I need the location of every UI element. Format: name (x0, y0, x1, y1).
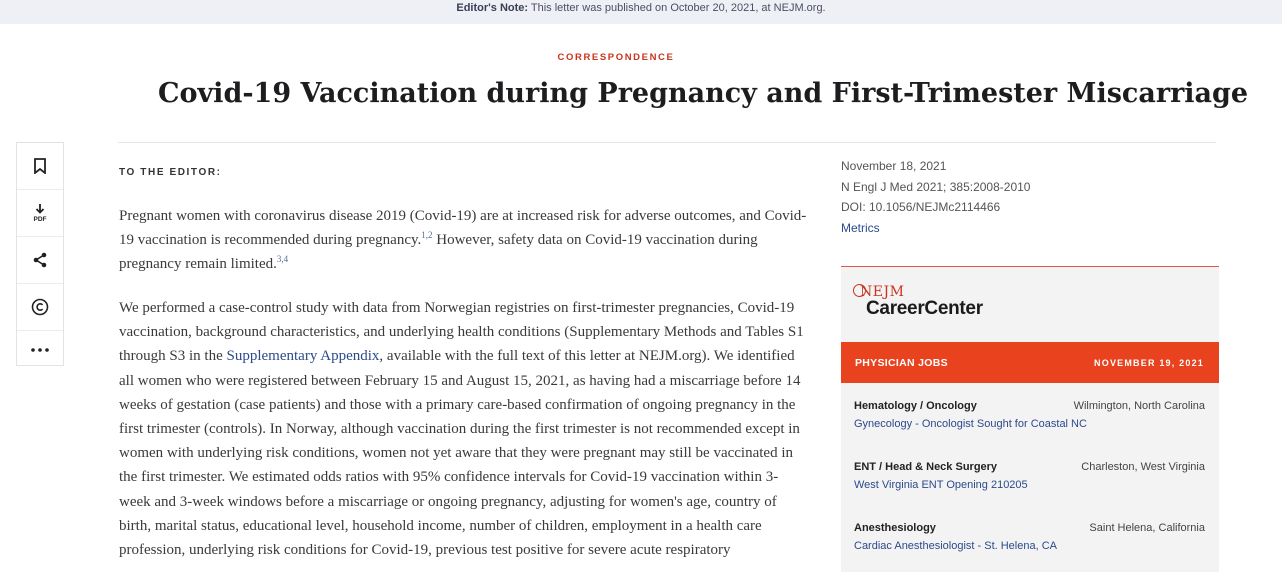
job-title-link[interactable]: Gynecology - Oncologist Sought for Coastal NC (854, 418, 1087, 430)
doi: DOI: 10.1056/NEJMc2114466 (841, 200, 1001, 214)
job-location: Charleston, West Virginia (1081, 461, 1205, 473)
job-location: Saint Helena, California (1089, 522, 1205, 534)
copyright-icon (31, 298, 49, 316)
article-toolbar (16, 142, 64, 366)
pdf-download-button[interactable] (17, 190, 63, 237)
editor-note-banner (0, 0, 1282, 24)
job-listing (854, 522, 1205, 552)
job-specialty: Hematology / Oncology (854, 400, 977, 412)
pdf-download-icon (31, 203, 49, 223)
physician-jobs-label: PHYSICIAN JOBS (855, 356, 948, 369)
editor-note-label: Editor's Note: (456, 2, 529, 14)
article-meta (841, 156, 1030, 238)
publication-date: November 18, 2021 (841, 159, 947, 173)
permissions-button[interactable] (17, 284, 63, 331)
salutation: TO THE EDITOR: (119, 167, 222, 178)
career-center-widget (841, 266, 1219, 572)
job-title-link[interactable]: Cardiac Anesthesiologist - St. Helena, CA (854, 540, 1057, 552)
reference-1-2[interactable]: 1,2 (421, 230, 433, 241)
supplementary-appendix-link[interactable]: Supplementary Appendix (226, 348, 380, 365)
paragraph-2: We performed a case-control study with data from Norwegian registries on first-trimester pregnancies, Covid-19 vaccination, background characteristics, and underlying health conditions (Supplementary Methods and Tables S1 through S3 in the Supplementary Appendix, available with the full text of this letter at NEJM.org). We identified all women who were registered between February 15 and August 15, 2021, as having had a miscarriage before 14 weeks of gestation (case patients) and those with a primary care-based confirmation of ongoing pregnancy in the first trimester (controls). In Norway, although vaccination during the first trimester is not recommended except in women with underlying risk conditions, women not yet aware that they were pregnant may still be vaccinated in the first trimester. We estimated odds ratios with 95% confidence intervals for Covid-19 vaccination within 3-week and 3-week windows before a miscarriage or ongoing pregnancy, adjusting for women's age, country of birth, marital status, educational level, household income, number of children, employment in a health care profession, underlying risk conditions for Covid-19, previous test positive for severe acute respiratory (119, 300, 804, 559)
job-title-link[interactable]: West Virginia ENT Opening 210205 (854, 479, 1028, 491)
job-location: Wilmington, North Carolina (1073, 400, 1205, 412)
title-divider (118, 142, 1216, 143)
share-icon (32, 252, 48, 268)
svg-text:PDF: PDF (33, 216, 47, 223)
citation: N Engl J Med 2021; 385:2008-2010 (841, 179, 1031, 194)
editor-note-text: This letter was published on October 20, 2021, at NEJM.org. (530, 2, 826, 14)
job-specialty: Anesthesiology (854, 522, 936, 534)
more-options-button[interactable] (17, 331, 63, 369)
reference-3-4[interactable]: 3,4 (276, 254, 289, 265)
article-title: Covid-19 Vaccination during Pregnancy and First-Trimester Miscarriage (158, 78, 1249, 109)
job-listing (854, 461, 1205, 491)
bookmark-icon (33, 158, 47, 174)
job-specialty: ENT / Head & Neck Surgery (854, 461, 998, 473)
physician-jobs-band[interactable] (841, 342, 1219, 383)
jobs-date: NOVEMBER 19, 2021 (1094, 357, 1204, 368)
nejm-brand: NEJM (860, 284, 905, 300)
bookmark-button[interactable] (17, 143, 63, 190)
share-button[interactable] (17, 237, 63, 284)
career-center-name: CareerCenter (866, 298, 983, 319)
career-center-logo[interactable] (853, 284, 983, 320)
paragraph-1: Pregnant women with coronavirus disease 2019 (Covid-19) are at increased risk for adverse outcomes, and Covid-19 vaccination is recommended during pregnancy.$^{1,2}$ However, safety data on Covid-19 vaccination during pregnancy remain limited.$^{3,4}$ (119, 208, 807, 273)
job-listing (854, 400, 1205, 430)
section-label[interactable]: CORRESPONDENCE (557, 52, 675, 63)
more-icon (31, 348, 49, 352)
metrics-link[interactable]: Metrics (841, 220, 880, 235)
